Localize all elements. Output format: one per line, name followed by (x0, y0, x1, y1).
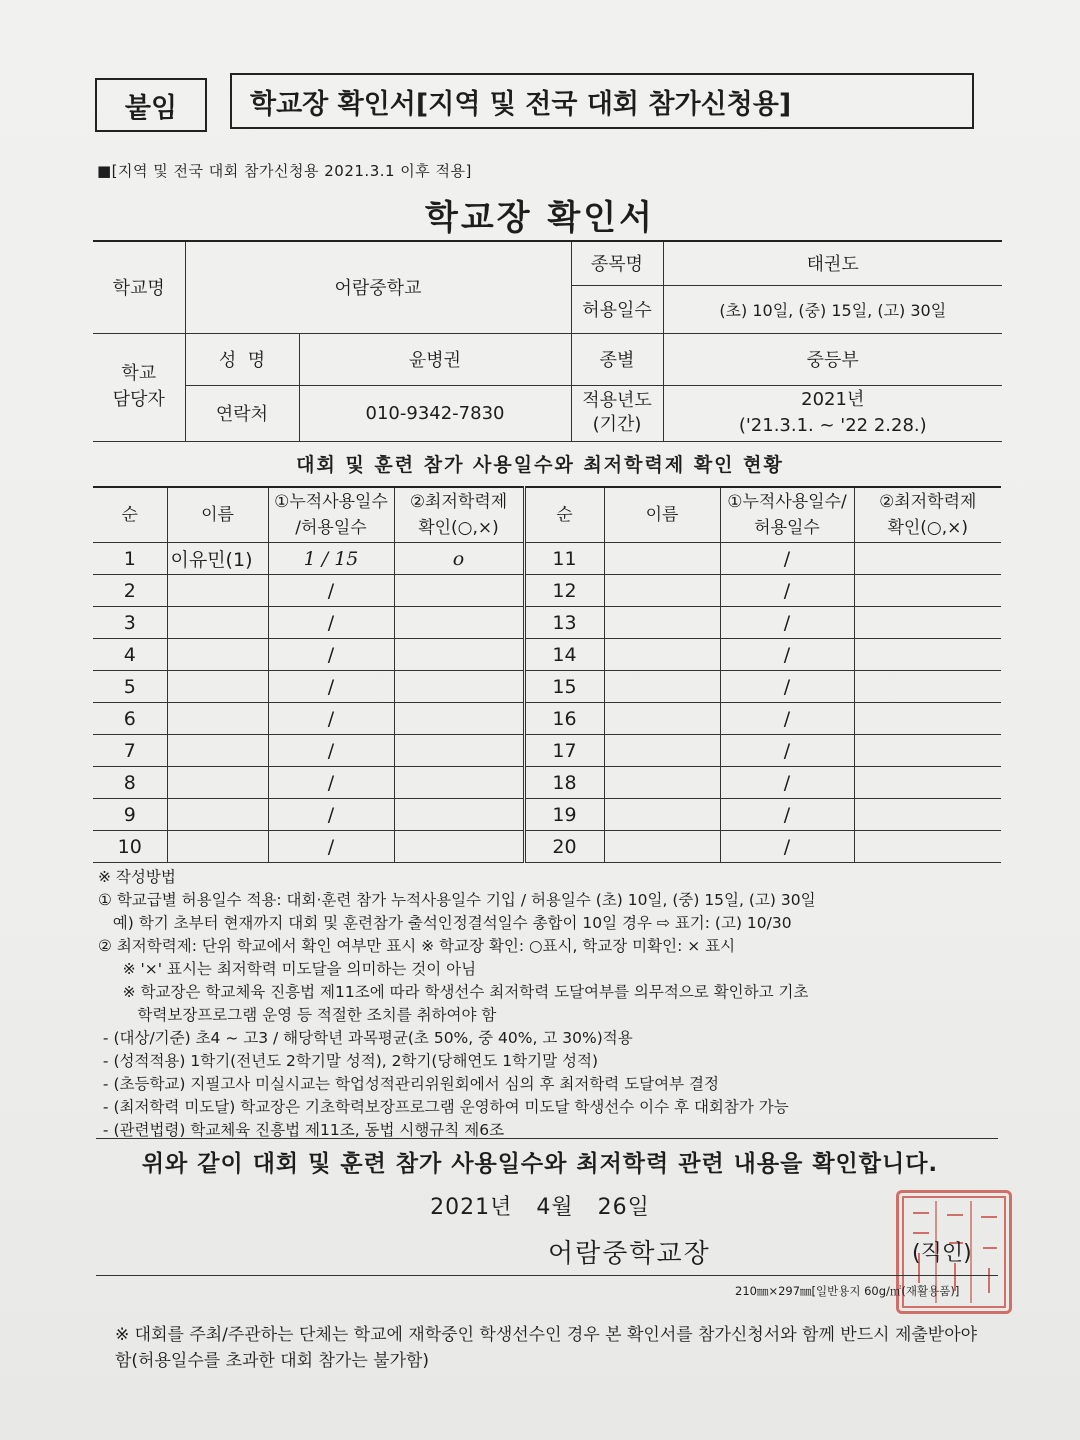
paper-size-note: 210㎜×297㎜[일반용지 60g/㎡(재활용품)] (735, 1284, 960, 1298)
row-name (167, 799, 268, 831)
row-number-2: 12 (524, 575, 604, 607)
row-check (394, 735, 524, 767)
row-days: / (268, 767, 394, 799)
document-title: 학교장 확인서 (425, 198, 655, 238)
table-row (93, 543, 1001, 575)
row-days: 1 / 15 (268, 543, 394, 575)
table-row (93, 703, 1001, 735)
col-days-2: ①누적사용일수/ 허용일수 (720, 487, 854, 543)
row-check-2 (854, 799, 1001, 831)
note-line: - (초등학교) 지필고사 미실시교는 학업성적관리위원회에서 심의 후 최저학력 도달여부 결정 (98, 1075, 719, 1093)
table-row (93, 735, 1001, 767)
table-row (93, 831, 1001, 863)
division-value: 중등부 (663, 333, 1002, 385)
row-name (167, 831, 268, 863)
row-name (167, 607, 268, 639)
row-check (394, 831, 524, 863)
row-name (167, 703, 268, 735)
row-number-2: 16 (524, 703, 604, 735)
row-days: / (268, 703, 394, 735)
row-number: 5 (93, 671, 167, 703)
row-name-2 (604, 799, 720, 831)
row-check (394, 607, 524, 639)
row-check-2 (854, 671, 1001, 703)
sport-label: 종목명 (571, 241, 663, 285)
row-number: 10 (93, 831, 167, 863)
school-label: 학교명 (93, 241, 185, 333)
row-days: / (268, 639, 394, 671)
note-line: ※ 학교장은 학교체육 진흥법 제11조에 따라 학생선수 최저학력 도달여부를 의무적으로 확인하고 기초 (98, 983, 809, 1001)
row-name-2 (604, 607, 720, 639)
row-number: 6 (93, 703, 167, 735)
row-days: / (268, 799, 394, 831)
school-value: 어람중학교 (185, 241, 571, 333)
writing-notes (98, 866, 1008, 1142)
row-check (394, 799, 524, 831)
row-days-2: / (720, 607, 854, 639)
row-days-2: / (720, 639, 854, 671)
row-check-2 (854, 543, 1001, 575)
col-days: ①누적사용일수 /허용일수 (268, 487, 394, 543)
row-number-2: 17 (524, 735, 604, 767)
row-days-2: / (720, 671, 854, 703)
row-days: / (268, 735, 394, 767)
row-number-2: 14 (524, 639, 604, 671)
row-check-2 (854, 735, 1001, 767)
row-days-2: / (720, 575, 854, 607)
col-no-2: 순 (524, 487, 604, 543)
table-row (93, 607, 1001, 639)
row-name (167, 735, 268, 767)
row-name-2 (604, 575, 720, 607)
page-rule (96, 1275, 998, 1276)
row-check (394, 671, 524, 703)
division-label: 종별 (571, 333, 663, 385)
row-number-2: 18 (524, 767, 604, 799)
attachment-tag: 붙임 (95, 78, 207, 132)
col-no: 순 (93, 487, 167, 543)
row-number: 8 (93, 767, 167, 799)
row-check-2 (854, 831, 1001, 863)
row-days-2: / (720, 543, 854, 575)
note-line: - (최저학력 미도달) 학교장은 기초학력보장프로그램 운영하여 미도달 학생선수 이수 후 대회참가 가능 (98, 1098, 789, 1116)
table-row (93, 799, 1001, 831)
principal-name: 어람중학교장 (548, 1239, 711, 1269)
contact-value: 010-9342-7830 (299, 385, 571, 441)
col-check-2: ②최저학력제 확인(○,×) (854, 487, 1001, 543)
name-label: 성 명 (185, 333, 299, 385)
participation-table (93, 486, 1001, 863)
row-number-2: 15 (524, 671, 604, 703)
row-check-2 (854, 767, 1001, 799)
table-row (93, 639, 1001, 671)
confirmation-statement: 위와 같이 대회 및 훈련 참가 사용일수와 최저학력 관련 내용을 확인합니다. (141, 1151, 939, 1177)
row-number-2: 19 (524, 799, 604, 831)
row-days-2: / (720, 799, 854, 831)
row-name (167, 671, 268, 703)
table-body (93, 543, 1001, 863)
year-value: 2021년 ('21.3.1. ~ '22 2.28.) (663, 385, 1002, 441)
note-line: ② 최저학력제: 단위 학교에서 확인 여부만 표시 ※ 학교장 확인: ○표시, 학교장 미확인: × 표시 (98, 937, 736, 955)
row-name-2 (604, 639, 720, 671)
row-check (394, 703, 524, 735)
row-name (167, 575, 268, 607)
row-check-2 (854, 639, 1001, 671)
row-number: 3 (93, 607, 167, 639)
row-check (394, 767, 524, 799)
note-line: - (성적적용) 1학기(전년도 2학기말 성적), 2학기(당해연도 1학기말 성적) (98, 1052, 598, 1070)
col-name-2: 이름 (604, 487, 720, 543)
row-name (167, 767, 268, 799)
row-name-2 (604, 543, 720, 575)
row-check-2 (854, 703, 1001, 735)
row-name-2 (604, 831, 720, 863)
note-line: 학력보장프로그램 운영 등 적절한 조치를 취하여야 함 (98, 1006, 497, 1024)
note-line: 예) 학기 초부터 현재까지 대회 및 훈련참가 출석인정결석일수 총합이 10일 경우 ⇨ 표기: (고) 10/30 (98, 914, 792, 932)
row-name-2 (604, 735, 720, 767)
row-number: 1 (93, 543, 167, 575)
row-check (394, 575, 524, 607)
row-days: / (268, 671, 394, 703)
row-days-2: / (720, 831, 854, 863)
header-title: 학교장 확인서[지역 및 전국 대회 참가신청용] (230, 73, 974, 129)
manager-label: 학교 담당자 (93, 333, 185, 441)
name-value: 윤병권 (299, 333, 571, 385)
notes-rule (96, 1138, 998, 1139)
sport-value: 태권도 (663, 241, 1002, 285)
row-number-2: 13 (524, 607, 604, 639)
row-number: 4 (93, 639, 167, 671)
note-line: ※ 작성방법 (98, 868, 176, 886)
row-number: 9 (93, 799, 167, 831)
row-number: 2 (93, 575, 167, 607)
contact-label: 연락처 (185, 385, 299, 441)
seal-label: (직인) (912, 1241, 972, 1266)
row-check-2 (854, 607, 1001, 639)
note-line: ① 학교급별 허용일수 적용: 대회·훈련 참가 누적사용일수 기입 / 허용일수 (초) 10일, (중) 15일, (고) 30일 (98, 891, 816, 909)
issue-date: 2021년 4월 26일 (430, 1195, 650, 1220)
table-row (93, 767, 1001, 799)
row-days-2: / (720, 735, 854, 767)
days-value: (초) 10일, (중) 15일, (고) 30일 (663, 285, 1002, 333)
col-check: ②최저학력제 확인(○,×) (394, 487, 524, 543)
row-days: / (268, 607, 394, 639)
row-number-2: 20 (524, 831, 604, 863)
info-table (93, 240, 1002, 442)
row-days-2: / (720, 703, 854, 735)
col-name: 이름 (167, 487, 268, 543)
note-line: ※ '×' 표시는 최저학력 미도달을 의미하는 것이 아님 (98, 960, 477, 978)
table-header-row (93, 487, 1001, 543)
row-days-2: / (720, 767, 854, 799)
note-line: - (대상/기준) 초4 ~ 고3 / 해당학년 과목평균(초 50%, 중 40%, 고 30%)적용 (98, 1029, 633, 1047)
note-line: - (관련법령) 학교체육 진흥법 제11조, 동법 시행규칙 제6조 (98, 1121, 505, 1139)
apply-note: ■[지역 및 전국 대회 참가신청용 2021.3.1 이후 적용] (97, 162, 472, 180)
row-number-2: 11 (524, 543, 604, 575)
row-name-2 (604, 767, 720, 799)
row-check: o (394, 543, 524, 575)
year-label: 적용년도 (기간) (571, 385, 663, 441)
row-name-2 (604, 671, 720, 703)
row-number: 7 (93, 735, 167, 767)
row-name-2 (604, 703, 720, 735)
footnote: ※ 대회를 주최/주관하는 단체는 학교에 재학중인 학생선수인 경우 본 확인서를 참가신청서와 함께 반드시 제출받아야 함(허용일수를 초과한 대회 참가는 불가함) (115, 1325, 978, 1371)
row-days: / (268, 575, 394, 607)
row-days: / (268, 831, 394, 863)
table-row (93, 575, 1001, 607)
table-row (93, 671, 1001, 703)
row-check-2 (854, 575, 1001, 607)
row-check (394, 639, 524, 671)
section-title: 대회 및 훈련 참가 사용일수와 최저학력제 확인 현황 (296, 454, 784, 476)
days-label: 허용일수 (571, 285, 663, 333)
row-name: 이유민(1) (167, 543, 268, 575)
row-name (167, 639, 268, 671)
